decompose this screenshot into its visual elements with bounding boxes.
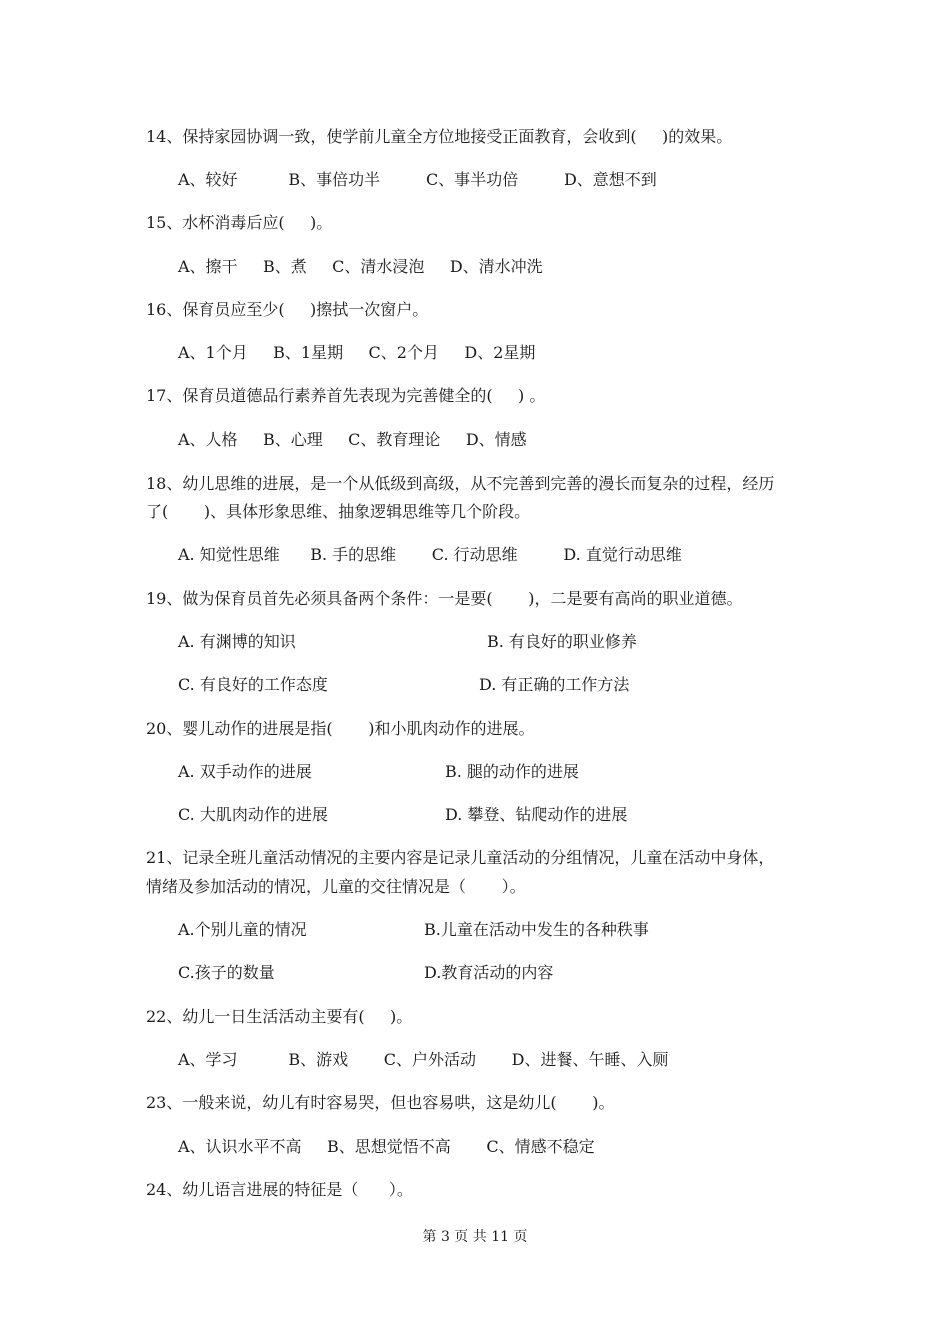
q22-options: A、学习 B、游戏 C、户外活动 D、进餐、午睡、入厕 (178, 1050, 669, 1069)
q24-stem: 24、幼儿语言进展的特征是（ ）。 (146, 1180, 413, 1199)
page-footer: 第 3 页 共 11 页 (422, 1229, 528, 1245)
q21-option-d: D.教育活动的内容 (424, 963, 554, 982)
q20-stem: 20、婴儿动作的进展是指( )和小肌肉动作的进展。 (146, 719, 535, 738)
q14-options: A、较好 B、事倍功半 C、事半功倍 D、意想不到 (178, 170, 657, 189)
q20-option-a: A. 双手动作的进展 (178, 762, 312, 781)
q19-option-d: D. 有正确的工作方法 (479, 675, 630, 694)
q21-option-c: C.孩子的数量 (178, 963, 275, 982)
q22-stem: 22、幼儿一日生活活动主要有( )。 (146, 1007, 413, 1026)
q21-stem-line2: 情绪及参加活动的情况，儿童的交往情况是（ ）。 (146, 877, 526, 896)
q23-options: A、认识水平不高 B、思想觉悟不高 C、情感不稳定 (178, 1137, 595, 1156)
q15-stem: 15、水杯消毒后应( )。 (146, 213, 333, 232)
q23-stem: 23、一般来说，幼儿有时容易哭，但也容易哄，这是幼儿( )。 (146, 1093, 615, 1112)
q21-stem-line1: 21、记录全班儿童活动情况的主要内容是记录儿童活动的分组情况，儿童在活动中身体， (146, 848, 775, 867)
q14-stem: 14、保持家园协调一致，使学前儿童全方位地接受正面教育，会收到( )的效果。 (146, 127, 733, 146)
q18-stem-line2: 了( )、具体形象思维、抽象逻辑思维等几个阶段。 (146, 502, 531, 521)
q16-stem: 16、保育员应至少( )擦拭一次窗户。 (146, 300, 429, 319)
q20-option-c: C. 大肌肉动作的进展 (178, 805, 328, 824)
q21-option-b: B.儿童在活动中发生的各种秩事 (424, 920, 649, 939)
q19-option-b: B. 有良好的职业修养 (487, 632, 637, 651)
q19-option-a: A. 有渊博的知识 (178, 632, 296, 651)
q20-option-b: B. 腿的动作的进展 (445, 762, 579, 781)
q15-options: A、擦干 B、煮 C、清水浸泡 D、清水冲洗 (178, 257, 543, 276)
q19-option-c: C. 有良好的工作态度 (178, 675, 328, 694)
q17-options: A、人格 B、心理 C、教育理论 D、情感 (178, 430, 527, 449)
q18-options: A. 知觉性思维 B. 手的思维 C. 行动思维 D. 直觉行动思维 (178, 545, 682, 564)
q20-option-d: D. 攀登、钻爬动作的进展 (445, 805, 628, 824)
q21-option-a: A.个别儿童的情况 (178, 920, 307, 939)
q18-stem-line1: 18、幼儿思维的进展，是一个从低级到高级，从不完善到完善的漫长而复杂的过程，经历 (146, 474, 775, 493)
q19-stem: 19、做为保育员首先必须具备两个条件：一是要( )，二是要有高尚的职业道德。 (146, 589, 743, 608)
q16-options: A、1个月 B、1星期 C、2个月 D、2星期 (178, 343, 536, 362)
q17-stem: 17、保育员道德品行素养首先表现为完善健全的( ) 。 (146, 386, 546, 405)
